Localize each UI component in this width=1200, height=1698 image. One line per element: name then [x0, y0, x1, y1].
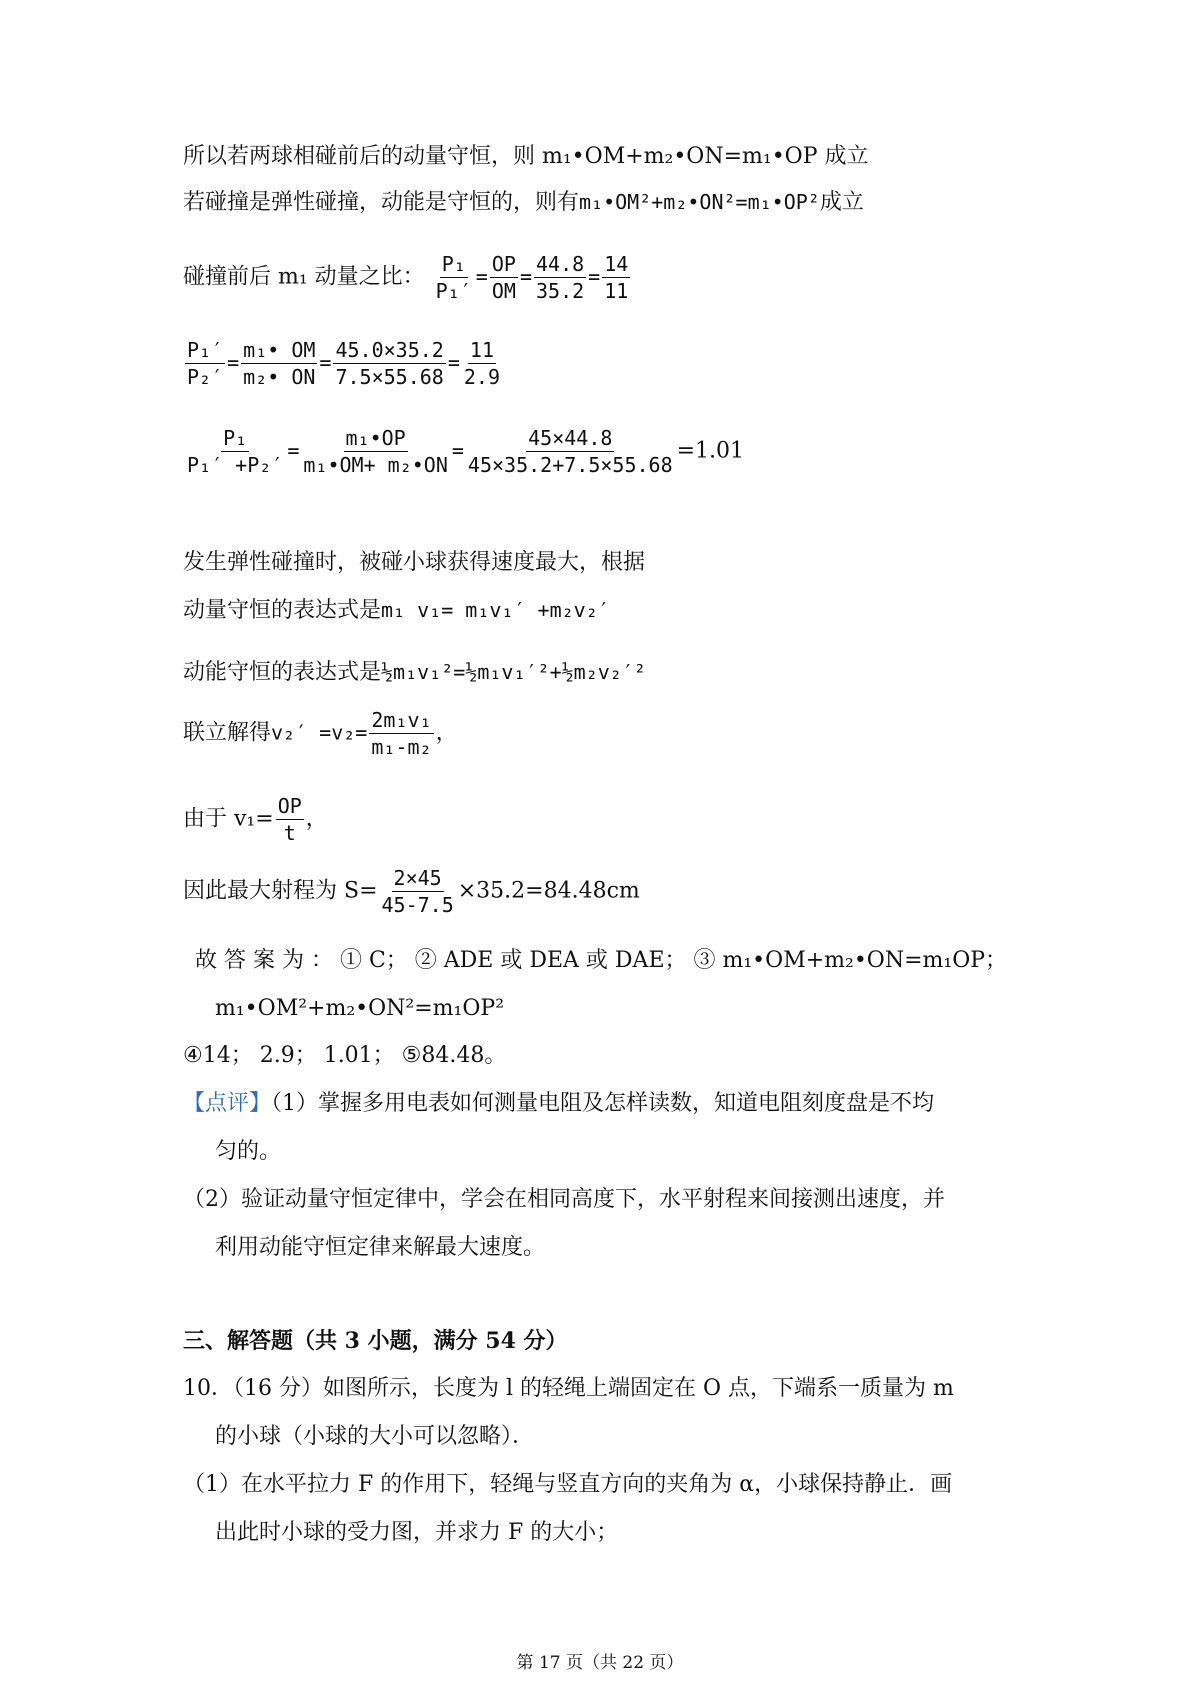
- formula-line: $\frac{\text{P₁′}}{\text{P₂′}}$ = $\frac{\text{m₁• OM}}{\text{m₂• ON}}$ = $\frac{45.0\times 35.2}{7.5\times 55.68}$ = $\frac{11}{2.9}$: [187, 338, 501, 389]
- text-line: [183, 662, 646, 684]
- fraction: $\frac{44.8}{35.2}$: [535, 252, 585, 303]
- text-line: 的小球（小球的大小可以忽略）．: [215, 1424, 535, 1449]
- fraction: $\frac{OP}{t}$: [277, 794, 302, 845]
- line-text: 因此最大射程为 S=: [183, 878, 378, 904]
- text-line: 匀的。: [215, 1139, 282, 1164]
- text-line: 故 答 案 为 ： ① C； ② ADE 或 DEA 或 DAE； ③ m₁•OM+m₂•ON=m₁OP；: [195, 948, 1008, 973]
- formula-line: $\frac{\text{P₁}}{\text{P₁′ +P₂′}}$ = $\frac{\text{m₁•OP}}{\text{m₁•OM+ m₂•ON}}$ = $\frac{45\times 44.8}{45\times 35.2+7.5\times 55.68}$ =1.01: [187, 426, 745, 477]
- formula: m₁ v₁= m₁v₁′ +m₂v₂′: [381, 598, 610, 622]
- text-line: （2）验证动量守恒定律中，学会在相同高度下，水平射程来间接测出速度，并: [183, 1187, 945, 1212]
- fraction: $\frac{14}{11}$: [604, 252, 629, 303]
- fraction: $\frac{11}{2.9}$: [463, 338, 501, 389]
- fraction: $\frac{45.0\times 35.2}{7.5\times 55.68}$: [335, 338, 444, 389]
- line-text: 碰撞前后 m₁ 动量之比：: [183, 264, 425, 290]
- text-line: [183, 192, 864, 214]
- fraction: $\frac{\text{P₁}}{\text{P₁′}}$: [435, 252, 472, 303]
- text-line: ④14； 2.9； 1.01； ⑤84.48。: [183, 1043, 507, 1068]
- fraction: $\frac{\text{m₁•OP}}{\text{m₁•OM+ m₂•ON}}$: [303, 426, 448, 477]
- formula: ½m₁v₁²=½m₁v₁′²+½m₂v₂′²: [381, 660, 646, 684]
- text-line: 利用动能守恒定律来解最大速度。: [215, 1235, 546, 1260]
- text-line: 碰撞前后 m₁ 动量之比： $\frac{\text{P₁}}{\text{P₁′}}$ = $\frac{OP}{OM}$ = $\frac{44.8}{35.2}$ = $\frac{14}{11}$: [183, 252, 629, 303]
- line-text: 动能守恒的表达式是: [183, 660, 382, 685]
- line-text: =1.01: [676, 438, 745, 464]
- line-text: ，: [435, 720, 458, 746]
- text-line: 10．（16 分）如图所示，长度为 l 的轻绳上端固定在 O 点，下端系一质量为 m: [183, 1376, 954, 1401]
- fraction: $\frac{2\times 45}{45-7.5}$: [381, 866, 454, 917]
- text-line: [183, 710, 458, 757]
- text-line: m₁•OM²+m₂•ON²=m₁OP²: [215, 996, 505, 1021]
- text-line: 出此时小球的受力图，并求力 F 的大小；: [215, 1520, 619, 1545]
- fraction: $\frac{OP}{OM}$: [491, 252, 516, 303]
- text-line: [183, 796, 328, 843]
- fraction: $\frac{\text{P₁}}{\text{P₁′ +P₂′}}$: [187, 426, 284, 477]
- text-line: [183, 1093, 934, 1115]
- line-text: 成立: [819, 190, 864, 215]
- fraction: $\frac{\text{m₁• OM}}{\text{m₂• ON}}$: [243, 338, 316, 389]
- text-line: [183, 868, 640, 915]
- text-line: （1）在水平拉力 F 的作用下，轻绳与竖直方向的夹角为 α，小球保持静止．画: [183, 1472, 953, 1497]
- page-footer: 第 17 页（共 22 页）: [516, 1653, 684, 1673]
- fraction: $\frac{\text{P₁′}}{\text{P₂′}}$: [187, 338, 224, 389]
- formula: m₁•OM²+m₂•ON²=m₁•OP²: [579, 190, 820, 214]
- fraction: $\frac{45\times 44.8}{45\times 35.2+7.5\times 55.68}$: [467, 426, 673, 477]
- fraction: $\frac{\text{2m₁v₁}}{\text{m₁-m₂}}$: [371, 708, 432, 759]
- line-text: 动量守恒的表达式是: [183, 598, 382, 623]
- section-heading: 三、解答题（共 3 小题，满分 54 分）: [183, 1328, 568, 1354]
- line-text: ×35.2=84.48cm: [457, 878, 640, 904]
- line-text: 若碰撞是弹性碰撞，动能是守恒的，则有: [183, 190, 580, 215]
- text-line: [183, 600, 610, 622]
- text-line: 发生弹性碰撞时，被碰小球获得速度最大，根据: [183, 550, 646, 575]
- text-line: 所以若两球相碰前后的动量守恒，则 m₁•OM+m₂•ON=m₁•OP 成立: [183, 144, 869, 169]
- line-text: ，: [305, 806, 328, 832]
- comment-tag: 【点评】: [183, 1091, 272, 1116]
- line-text: 由于 v₁=: [183, 806, 274, 832]
- formula: v₂′ =v₂=: [271, 720, 368, 745]
- line-text: 联立解得: [183, 720, 272, 746]
- line-text: （1）掌握多用电表如何测量电阻及怎样读数，知道电阻刻度盘是不均: [271, 1091, 935, 1116]
